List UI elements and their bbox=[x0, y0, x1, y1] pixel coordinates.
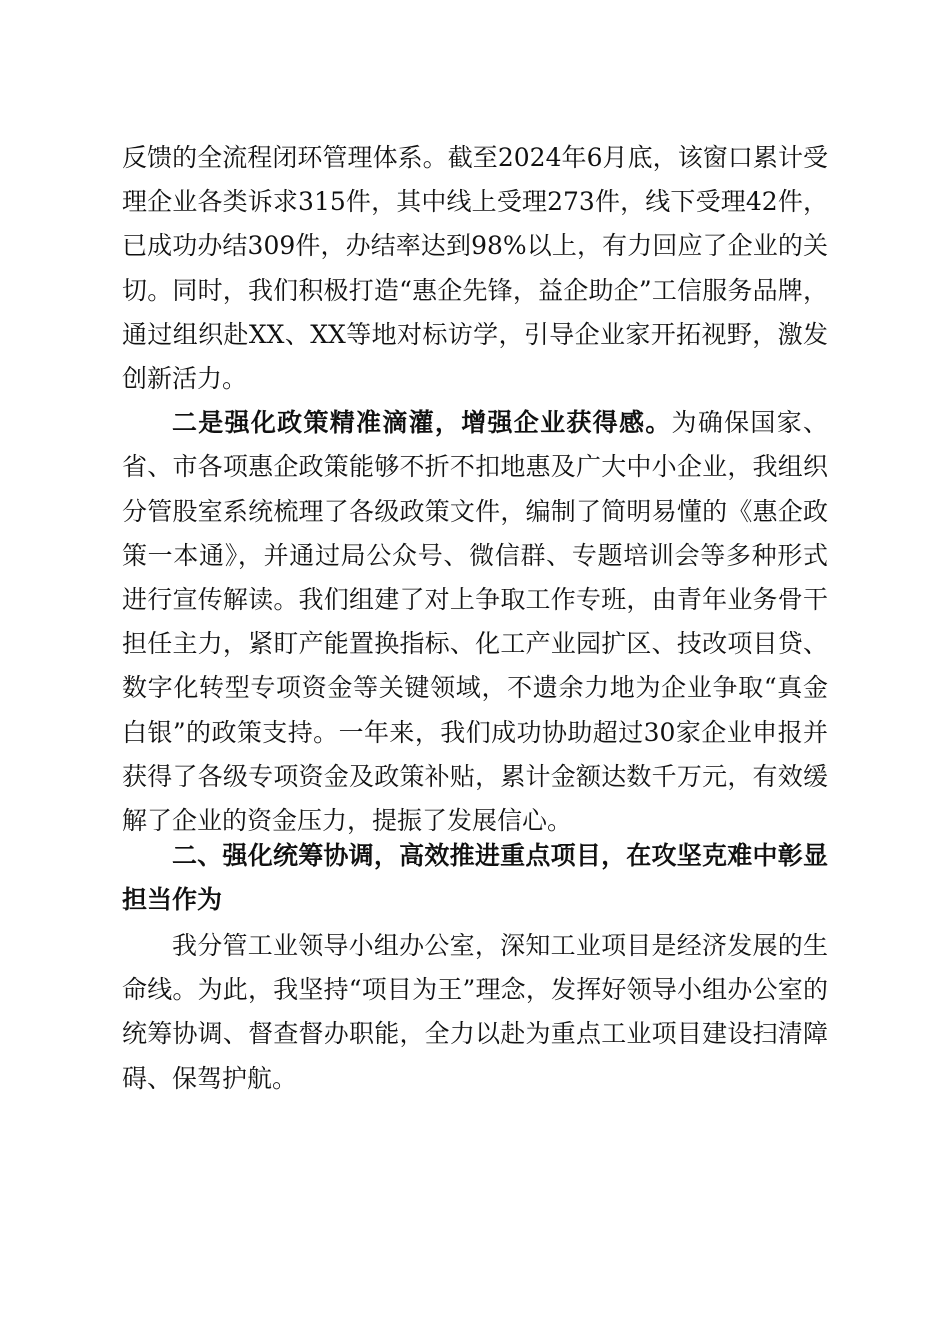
paragraph-body: 为确保国家、省、市各项惠企政策能够不折不扣地惠及广大中小企业，我组织分管股室系统梳理了各级政策文件，编制了简明易懂的《惠企政策一本通》，并通过局公众号、微信群、专题培训会等多种形式进行宣传解读。我们组建了对上争取工作专班，由青年业务骨干担任主力，紧盯产能置换指标、化工产业园扩区、技改项目贷、数字化转型专项资金等关键领域，不遗余力地为企业争取“真金白银”的政策支持。一年来，我们成功协助超过30家企业申报并获得了各级专项资金及政策补贴，累计金额达数千万元，有效缓解了企业的资金压力，提振了发展信心。 bbox=[122, 408, 828, 836]
body-text-section-2 bbox=[122, 924, 828, 1101]
paragraph-policy bbox=[122, 401, 828, 843]
section-heading: 二、强化统筹协调，高效推进重点项目，在攻坚克难中彰显担当作为 bbox=[122, 841, 828, 914]
paragraph-continuation: 反馈的全流程闭环管理体系。截至2024年6月底，该窗口累计受理企业各类诉求315件，其中线上受理273件，线下受理42件，已成功办结309件，办结率达到98%以上，有力回应了企业的关切。同时，我们积极打造“惠企先锋，益企助企”工信服务品牌，通过组织赴XX、XX等地对标访学，引导企业家开拓视野，激发创新活力。 bbox=[122, 143, 828, 394]
body-text-section-1 bbox=[122, 136, 828, 843]
paragraph-lead-sentence: 二是强化政策精准滴灌，增强企业获得感。 bbox=[172, 408, 672, 438]
paragraph-project: 我分管工业领导小组办公室，深知工业项目是经济发展的生命线。为此，我坚持“项目为王”理念，发挥好领导小组办公室的统筹协调、督查督办职能，全力以赴为重点工业项目建设扫清障碍、保驾护航。 bbox=[122, 931, 828, 1093]
